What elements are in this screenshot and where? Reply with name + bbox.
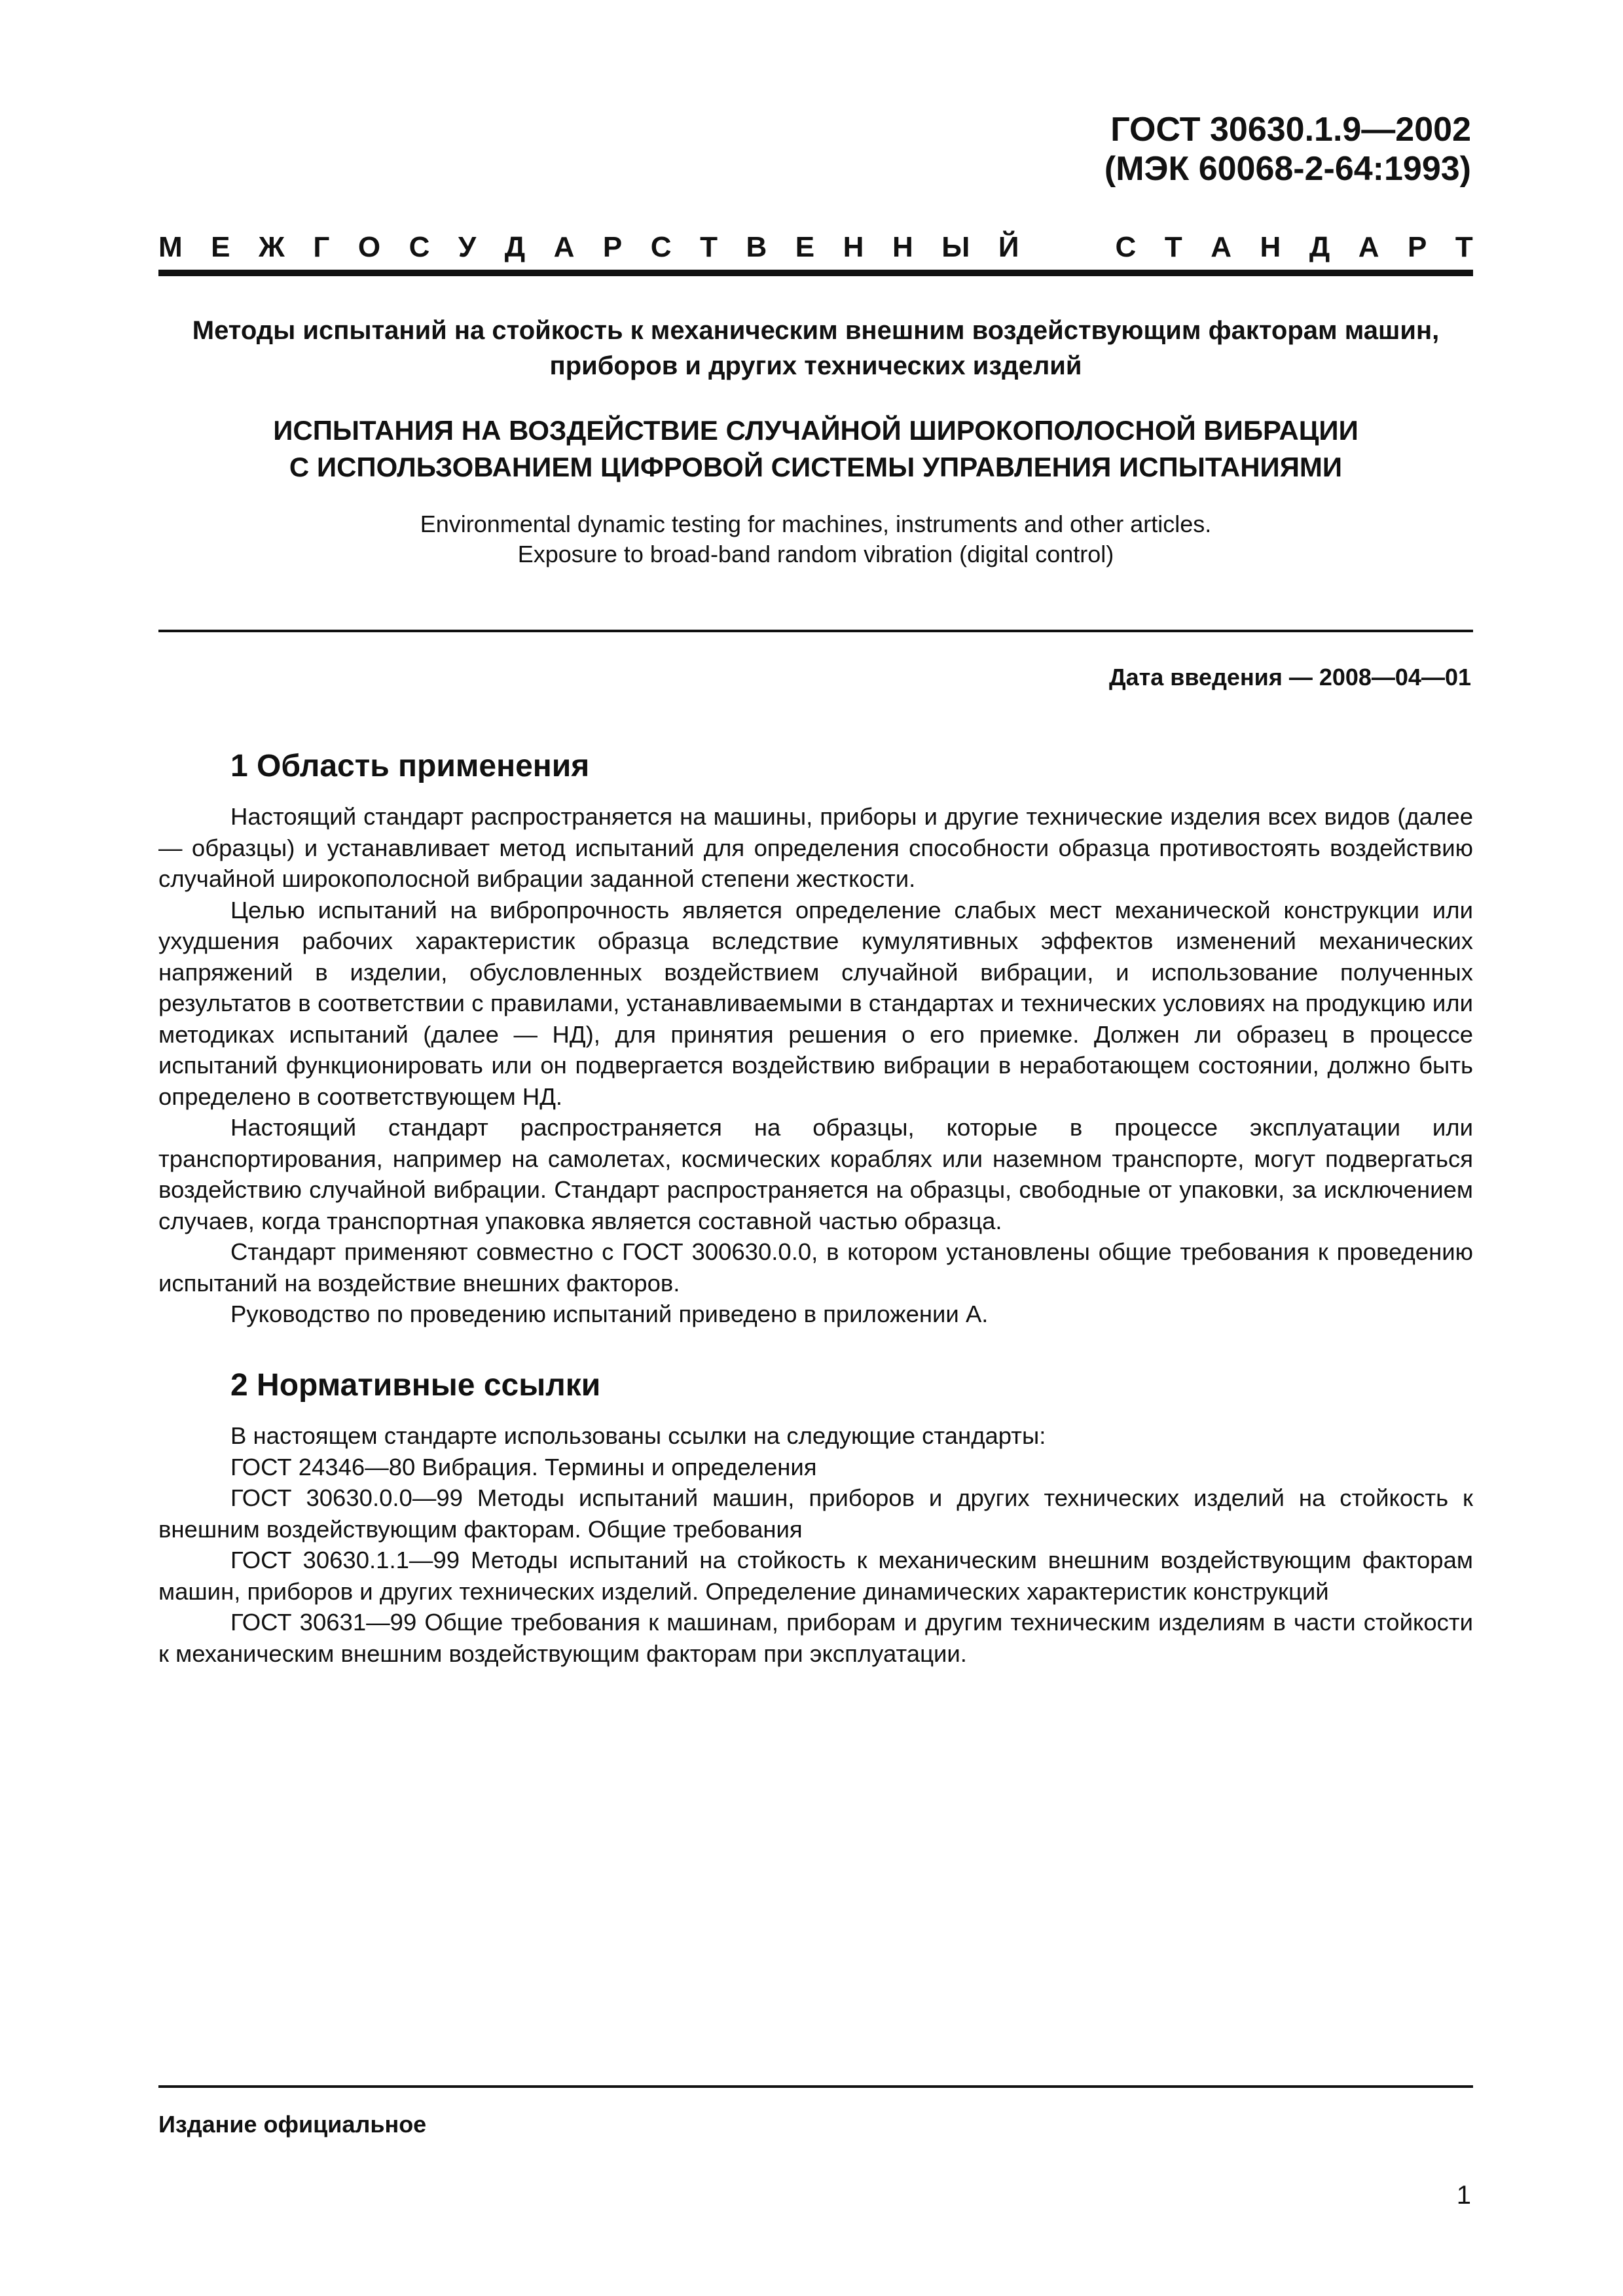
paragraph: В настоящем стандарте использованы ссылки на следующие стандарты: bbox=[230, 1422, 1046, 1449]
reference-item: ГОСТ 30631—99 Общие требования к машинам, приборам и другим техническим изделиям в части стойкости к механическим внешним воздействующим факторам при эксплуатации. bbox=[158, 1609, 1473, 1667]
paragraph: Стандарт применяют совместно с ГОСТ 300630.0.0, в котором установлены общие требования к проведению испытаний на воздействие внешних факторов. bbox=[158, 1238, 1473, 1297]
section-1-body bbox=[158, 801, 1473, 1330]
banner-letter: Г bbox=[313, 231, 330, 263]
standard-designation bbox=[1104, 110, 1471, 188]
section-2-heading: 2 Нормативные ссылки bbox=[230, 1368, 601, 1403]
banner-letter: С bbox=[409, 231, 430, 263]
paragraph: Целью испытаний на вибропрочность является определение слабых мест механической конструкции или ухудшения рабочих характеристик образца вследствие кумулятивных эффектов изменений механических напряжений в изделии, обусловленных воздействием случайной вибрации, и использование полученных результатов в соответствии с правилами, устанавливаемыми в стандартах и технических условиях на продукцию или методиках испытаний (далее — НД), для принятия решения о его приемке. Должен ли образец в процессе испытаний функционировать или он подвергается воздействию вибрации в неработающем состоянии, должно быть определено в соответствующем НД. bbox=[158, 896, 1473, 1110]
footer-divider bbox=[158, 2085, 1473, 2088]
banner-letter: Т bbox=[1164, 231, 1182, 263]
banner-letter: Т bbox=[700, 231, 718, 263]
section-2-body bbox=[158, 1420, 1473, 1669]
banner-letter: Р bbox=[1407, 231, 1427, 263]
main-title-line: С ИСПОЛЬЗОВАНИЕМ ЦИФРОВОЙ СИСТЕМЫ УПРАВЛЕНИЯ ИСПЫТАНИЯМИ bbox=[289, 452, 1343, 482]
title-divider bbox=[158, 630, 1473, 632]
paragraph: Настоящий стандарт распространяется на образцы, которые в процессе эксплуатации или транспортирования, например на самолетах, космических кораблях или наземном транспорте, могут подвергаться воздействию случайной вибрации. Стандарт распространяется на образцы, свободные от упаковки, за исключением случаев, когда транспортная упаковка является составной частью образца. bbox=[158, 1114, 1473, 1234]
banner-letter: А bbox=[1358, 231, 1379, 263]
standard-number: ГОСТ 30630.1.9—2002 bbox=[1110, 111, 1471, 149]
reference-item: ГОСТ 24346—80 Вибрация. Термины и определения bbox=[230, 1453, 817, 1480]
banner-letter: Р bbox=[602, 231, 623, 263]
banner-letter: Н bbox=[892, 231, 913, 263]
banner-letter: Ж bbox=[259, 231, 285, 263]
english-title bbox=[158, 509, 1473, 569]
section-1-heading: 1 Область применения bbox=[230, 749, 590, 783]
paragraph: Настоящий стандарт распространяется на машины, приборы и другие технические изделия всех видов (далее — образцы) и устанавливает метод испытаний для определения способности образца противостоять воздействию случайной широкополосной вибрации заданной степени жесткости. bbox=[158, 803, 1473, 892]
group-title-line: Методы испытаний на стойкость к механическим внешним воздействующим факторам машин, bbox=[192, 316, 1440, 345]
banner-letter: Й bbox=[998, 231, 1019, 263]
group-title-line: приборов и других технических изделий bbox=[549, 351, 1082, 380]
banner-word-gap bbox=[1048, 230, 1087, 264]
introduction-date: Дата введения — 2008—04—01 bbox=[1108, 664, 1471, 691]
interstate-standard-banner bbox=[158, 230, 1473, 264]
page-number: 1 bbox=[1456, 2181, 1471, 2210]
banner-letter: Е bbox=[795, 231, 815, 263]
banner-letter: М bbox=[158, 231, 183, 263]
banner-letter: О bbox=[357, 231, 381, 263]
banner-letter: С bbox=[650, 231, 672, 263]
banner-letter: Д bbox=[504, 231, 526, 263]
banner-letter: У bbox=[458, 231, 477, 263]
reference-item: ГОСТ 30630.1.1—99 Методы испытаний на стойкость к механическим внешним воздействующим факторам машин, приборов и других технических изделий. Определение динамических характеристик конструкций bbox=[158, 1547, 1473, 1605]
banner-letter: Ы bbox=[941, 231, 970, 263]
english-title-line: Exposure to broad-band random vibration (digital control) bbox=[517, 541, 1114, 567]
english-title-line: Environmental dynamic testing for machines, instruments and other articles. bbox=[420, 511, 1212, 537]
paragraph: Руководство по проведению испытаний приведено в приложении А. bbox=[230, 1300, 989, 1327]
banner-letter: А bbox=[553, 231, 575, 263]
banner-letter: Д bbox=[1309, 231, 1330, 263]
reference-item: ГОСТ 30630.0.0—99 Методы испытаний машин, приборов и других технических изделий на стойкость к внешним воздействующим факторам. Общие требования bbox=[158, 1484, 1473, 1543]
header-divider bbox=[158, 270, 1473, 276]
edition-label: Издание официальное bbox=[158, 2111, 427, 2138]
banner-letter: Н bbox=[843, 231, 864, 263]
banner-letter: Н bbox=[1260, 231, 1281, 263]
banner-letter: Т bbox=[1455, 231, 1473, 263]
group-title bbox=[158, 313, 1473, 384]
banner-letter: В bbox=[746, 231, 767, 263]
banner-letter: С bbox=[1115, 231, 1137, 263]
banner-letter: А bbox=[1211, 231, 1231, 263]
main-title-line: ИСПЫТАНИЯ НА ВОЗДЕЙСТВИЕ СЛУЧАЙНОЙ ШИРОКОПОЛОСНОЙ ВИБРАЦИИ bbox=[273, 415, 1359, 446]
banner-letter: Е bbox=[211, 231, 230, 263]
iec-equivalent: (МЭК 60068-2-64:1993) bbox=[1104, 150, 1471, 188]
main-title bbox=[158, 412, 1473, 486]
